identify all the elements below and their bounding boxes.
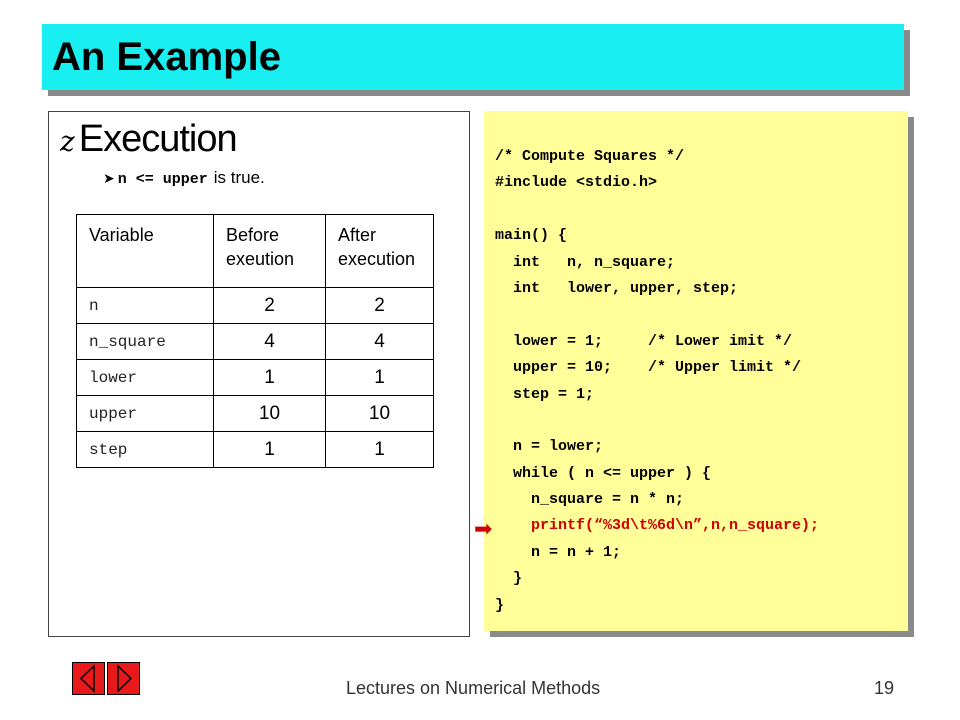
var-after: 2 — [326, 288, 434, 324]
code-line: int lower, upper, step; — [495, 279, 739, 297]
code-line: /* Compute Squares */ — [495, 148, 685, 165]
code-line — [495, 302, 819, 328]
var-name: n — [77, 288, 214, 324]
triangle-right-icon — [108, 663, 139, 694]
code-line: int n, n_square; — [495, 253, 676, 271]
var-before: 4 — [214, 324, 326, 360]
header-before: Before exeution — [214, 215, 326, 288]
header-after: After execution — [326, 215, 434, 288]
code-line: printf(“%3d\t%6d\n”,n,n_square); — [495, 517, 820, 535]
table-row — [77, 432, 434, 468]
code-line: main() { — [495, 227, 568, 245]
code-line: while ( n <= upper ) { — [495, 464, 712, 482]
code-line: n = lower; — [495, 438, 604, 456]
code-line: n = n + 1; — [495, 543, 622, 561]
code-line: lower = 1; /* Lower imit */ — [495, 332, 793, 350]
code-line — [495, 408, 819, 434]
slide-title: An Example — [52, 34, 281, 79]
var-after: 4 — [326, 324, 434, 360]
code-line: } — [495, 570, 523, 588]
var-after: 1 — [326, 360, 434, 396]
var-before: 1 — [214, 360, 326, 396]
sub-bullet-text: is true. — [213, 168, 265, 187]
var-before: 10 — [214, 396, 326, 432]
sub-bullet — [103, 168, 265, 188]
table-row — [77, 324, 434, 360]
bullet-execution — [60, 118, 237, 161]
footer-page-number: 19 — [874, 678, 895, 698]
var-before: 2 — [214, 288, 326, 324]
footer-course: Lectures on Numerical Methods — [346, 678, 601, 698]
prev-slide-button[interactable] — [72, 662, 105, 695]
var-name: lower — [77, 360, 214, 396]
table-header-row — [77, 215, 434, 288]
bullet-icon: z — [60, 125, 75, 158]
code-line: #include <stdio.h> — [495, 174, 658, 192]
code-line — [495, 197, 819, 223]
code-line: upper = 10; /* Upper limit */ — [495, 359, 802, 377]
var-before: 1 — [214, 432, 326, 468]
table-row — [77, 360, 434, 396]
sub-bullet-code: n <= upper — [117, 171, 208, 188]
sub-bullet-icon: ➤ — [103, 170, 115, 186]
current-line-arrow-icon: ➡ — [474, 516, 493, 541]
next-slide-button[interactable] — [107, 662, 140, 695]
code-line: n_square = n * n; — [495, 491, 685, 509]
table-row — [77, 396, 434, 432]
var-name: step — [77, 432, 214, 468]
code-listing — [495, 144, 819, 619]
var-after: 1 — [326, 432, 434, 468]
var-after: 10 — [326, 396, 434, 432]
code-line: } — [495, 596, 505, 614]
var-name: n_square — [77, 324, 214, 360]
header-variable: Variable — [77, 215, 214, 288]
variable-table — [76, 214, 434, 468]
bullet-text: Execution — [78, 118, 237, 160]
code-line: step = 1; — [495, 385, 595, 403]
triangle-left-icon — [73, 663, 104, 694]
title-bar — [42, 24, 904, 90]
table-row — [77, 288, 434, 324]
var-name: upper — [77, 396, 214, 432]
